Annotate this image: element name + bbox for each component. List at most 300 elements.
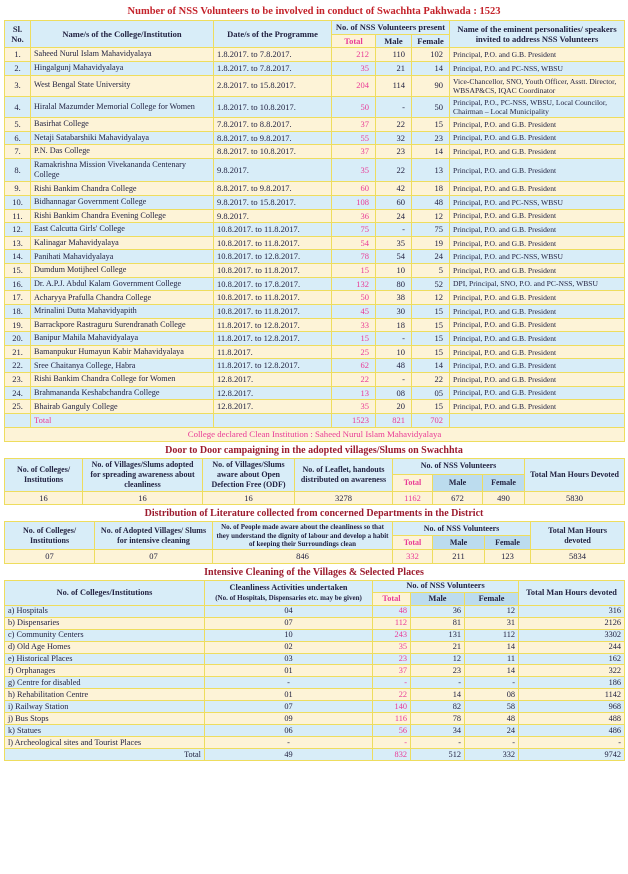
cell-female: 31 [465,617,519,629]
cell-college-name: Bidhannagar Government College [31,195,214,209]
cell-date: 1.8.2017. to 7.8.2017. [214,48,332,62]
table-row [5,96,625,117]
cell-speakers: Principal, P.O. and G.B. President [450,182,625,196]
cell-place: g) Centre for disabled [5,677,205,689]
cell-college-name: Dumdum Motijheel College [31,264,214,278]
cell-total: 243 [373,629,411,641]
cell-total: 45 [332,304,376,318]
cell-male: 14 [411,689,465,701]
cell-female: 12 [412,291,450,305]
col-header-total: Total [373,593,411,605]
cell-sl-no: 11. [5,209,31,223]
cell-date: 10.8.2017. to 11.8.2017. [214,291,332,305]
cell-male: 21 [411,641,465,653]
cell-date: 10.8.2017. to 11.8.2017. [214,236,332,250]
cell-total: 50 [332,96,376,117]
cell-college-name: Bamanpukur Humayun Kabir Mahavidyalaya [31,345,214,359]
cell-total: 55 [332,131,376,145]
cell-total: 60 [332,182,376,196]
table-row [5,605,625,617]
clean-institution-note: College declared Clean Institution : Saheed Nurul Islam Mahavidyalaya [5,427,625,441]
cell-date: 1.8.2017. to 7.8.2017. [214,61,332,75]
cell-date: 10.8.2017. to 11.8.2017. [214,304,332,318]
cell-date: 8.8.2017. to 10.8.2017. [214,145,332,159]
cell-college-name: Rishi Bankim Chandra College for Women [31,373,214,387]
cell-male: 48 [376,359,412,373]
cell-empty [5,413,31,427]
col-header-total: Total [393,475,433,492]
cell-total: 54 [332,236,376,250]
cell-total: 56 [373,725,411,737]
cell-college-name: East Calcutta Girls' College [31,223,214,237]
value-total: 1162 [393,491,433,505]
cell-total: 36 [332,209,376,223]
college-table-footer [5,413,625,441]
total-label: Total [5,749,205,761]
cell-college-name: Panihati Mahavidyalaya [31,250,214,264]
cell-date: 12.8.2017. [214,373,332,387]
cell-date: 8.8.2017. to 9.8.2017. [214,131,332,145]
cell-total: 140 [373,701,411,713]
col-header-leaflets: No. of Leaflet, handouts distributed on awareness [295,458,393,491]
cell-date: 9.8.2017. to 15.8.2017. [214,195,332,209]
cell-place: i) Railway Station [5,701,205,713]
cell-place: l) Archeological sites and Tourist Places [5,737,205,749]
cell-total: 22 [332,373,376,387]
cell-college-name: P.N. Das College [31,145,214,159]
cell-date: 2.8.2017. to 15.8.2017. [214,75,332,96]
col-header-nss-group: No. of NSS Volunteers present [332,21,450,35]
cell-speakers: Principal, P.O. and G.B. President [450,291,625,305]
cell-sl-no: 9. [5,182,31,196]
clean-institution-note-row [5,427,625,441]
table-row [5,182,625,196]
cell-college-name: Sree Chaitanya College, Habra [31,359,214,373]
cell-college-name: West Bengal State University [31,75,214,96]
cell-sl-no: 18. [5,304,31,318]
value-total: 332 [393,550,433,564]
page-title: Number of NSS Volunteers to be involved in conduct of Swachhta Pakhwada : 1523 [127,6,501,17]
table-row [5,48,625,62]
cell-female: 24 [412,250,450,264]
table-row [5,713,625,725]
cell-male: - [376,223,412,237]
cell-sl-no: 22. [5,359,31,373]
cell-total: 62 [332,359,376,373]
door-values-row [5,491,625,505]
cell-date: 9.8.2017. [214,158,332,182]
cell-total: 35 [373,641,411,653]
cell-female: 22 [412,373,450,387]
door-to-door-table [4,458,625,506]
cell-speakers: Principal, P.O. and G.B. President [450,223,625,237]
door-table-body [5,491,625,505]
table-row [5,689,625,701]
cell-date: 10.8.2017. to 12.8.2017. [214,250,332,264]
cell-college-name: Hingalgunj Mahavidyalaya [31,61,214,75]
cell-activities: - [205,677,373,689]
table-row [5,223,625,237]
cell-total: 48 [373,605,411,617]
cell-male: 81 [411,617,465,629]
cell-female: 14 [412,359,450,373]
value-adopted-villages: 07 [95,550,213,564]
col-header-man-hours: Total Man Hours Devoted [525,458,625,491]
table-row [5,318,625,332]
cell-activities: - [205,737,373,749]
cell-date: 11.8.2017. to 12.8.2017. [214,359,332,373]
cell-female: 52 [412,277,450,291]
cell-male: 23 [411,665,465,677]
cell-total: 37 [373,665,411,677]
cell-total: 108 [332,195,376,209]
cell-female: 14 [412,61,450,75]
college-table-header [5,21,625,48]
cell-sl-no: 7. [5,145,31,159]
cell-female: 14 [465,641,519,653]
col-header-speakers: Name of the eminent personalities/ speakers invited to address NSS Volunteers [450,21,625,48]
cell-speakers: Principal, P.O. and PC-NSS, WBSU [450,250,625,264]
cell-speakers: Principal, P.O. and G.B. President [450,332,625,346]
cell-male: - [376,96,412,117]
cell-male: 38 [376,291,412,305]
cell-date: 8.8.2017. to 9.8.2017. [214,182,332,196]
cell-total: 112 [373,617,411,629]
table-row [5,725,625,737]
cell-place: j) Bus Stops [5,713,205,725]
cell-activities: 01 [205,665,373,677]
door-table-header [5,458,625,491]
cell-activities: 03 [205,653,373,665]
cell-male: 34 [411,725,465,737]
cell-male: 80 [376,277,412,291]
value-villages-adopted: 16 [83,491,203,505]
total-male: 821 [376,413,412,427]
cell-female: 112 [465,629,519,641]
cell-total: 15 [332,264,376,278]
cell-man-hours: 322 [519,665,625,677]
activities-header-line1: Cleanliness Activities undertaken [229,583,348,593]
cell-male: - [411,677,465,689]
table-row [5,195,625,209]
table-row [5,304,625,318]
cell-man-hours: 968 [519,701,625,713]
cell-activities: 07 [205,701,373,713]
col-header-odf: No. of Villages/Slums aware about Open Defection Free (ODF) [203,458,295,491]
col-header-man-hours: Total Man Hours devoted [531,522,625,550]
cell-sl-no: 2. [5,61,31,75]
col-header-activities [205,580,373,605]
cell-female: 05 [412,386,450,400]
cell-date: 11.8.2017. to 12.8.2017. [214,318,332,332]
cell-male: 18 [376,318,412,332]
col-header-people-aware: No. of People made aware about the cleanliness so that they understand the dignity of labour and develop a habit of keeping their Surroundings clean [213,522,393,550]
clean-table-body [5,605,625,748]
cell-female: 75 [412,223,450,237]
cell-place: h) Rehabilitation Centre [5,689,205,701]
cell-date: 11.8.2017. to 12.8.2017. [214,332,332,346]
cell-sl-no: 13. [5,236,31,250]
col-header-male: Male [411,593,465,605]
total-female: 702 [412,413,450,427]
cell-female: 50 [412,96,450,117]
cell-female: 14 [465,665,519,677]
college-volunteers-table [4,20,625,442]
cell-college-name: Barrackpore Rastraguru Surendranath College [31,318,214,332]
cell-female: 23 [412,131,450,145]
cell-speakers: Principal, P.O. and G.B. President [450,264,625,278]
total-man-hours: 9742 [519,749,625,761]
cell-man-hours: 488 [519,713,625,725]
cell-male: 21 [376,61,412,75]
cell-female: 12 [412,209,450,223]
cell-man-hours: 186 [519,677,625,689]
cell-male: 22 [376,158,412,182]
cell-sl-no: 17. [5,291,31,305]
cell-sl-no: 23. [5,373,31,387]
col-header-nss-group: No. of NSS Volunteers [393,522,531,536]
cell-female: 12 [465,605,519,617]
cell-total: - [373,677,411,689]
cell-total: 35 [332,61,376,75]
college-total-row [5,413,625,427]
cell-speakers: Principal, P.O. and G.B. President [450,345,625,359]
cell-place: a) Hospitals [5,605,205,617]
cell-activities: 06 [205,725,373,737]
cell-female: 15 [412,318,450,332]
cell-date: 10.8.2017. to 11.8.2017. [214,264,332,278]
cell-college-name: Hiralal Mazumder Memorial College for Women [31,96,214,117]
cell-total: 33 [332,318,376,332]
cell-speakers: Principal, P.O. and G.B. President [450,117,625,131]
cell-date: 11.8.2017. [214,345,332,359]
cell-male: 30 [376,304,412,318]
cell-college-name: Dr. A.P.J. Abdul Kalam Government College [31,277,214,291]
cell-female: 24 [465,725,519,737]
cell-college-name: Mrinalini Dutta Mahavidyapith [31,304,214,318]
cell-female: 58 [465,701,519,713]
cell-female: - [465,737,519,749]
value-colleges: 16 [5,491,83,505]
cell-college-name: Bhairab Ganguly College [31,400,214,414]
cell-speakers: Principal, P.O. and G.B. President [450,236,625,250]
table-row [5,158,625,182]
cell-activities: 09 [205,713,373,725]
col-header-female: Female [483,475,525,492]
col-header-total: Total [393,536,433,550]
cell-male: - [411,737,465,749]
cell-speakers: Principal, P.O. and G.B. President [450,373,625,387]
cell-sl-no: 25. [5,400,31,414]
col-header-colleges: No. of Colleges/ Institutions [5,458,83,491]
table-row [5,131,625,145]
cell-female: 90 [412,75,450,96]
value-male: 211 [433,550,485,564]
col-header-adopted-villages: No. of Adopted Villages/ Slums for intensive cleaning [95,522,213,550]
cell-total: 116 [373,713,411,725]
cell-speakers: Principal, P.O. and PC-NSS, WBSU [450,61,625,75]
table-row [5,386,625,400]
cell-speakers: Principal, P.O. and G.B. President [450,131,625,145]
cell-male: 32 [376,131,412,145]
cell-total: 23 [373,653,411,665]
col-header-nss-group: No. of NSS Volunteers [393,458,525,475]
cell-date: 10.8.2017. to 11.8.2017. [214,223,332,237]
table-row [5,629,625,641]
cell-speakers: Principal, P.O. and G.B. President [450,304,625,318]
cell-sl-no: 5. [5,117,31,131]
cell-speakers: Principal, P.O. and G.B. President [450,158,625,182]
col-header-male: Male [433,475,483,492]
col-header-colleges: No. of Colleges/ Institutions [5,522,95,550]
value-leaflets: 3278 [295,491,393,505]
cell-female: 15 [412,400,450,414]
cell-total: 37 [332,117,376,131]
cell-female: 48 [412,195,450,209]
cell-man-hours: 2126 [519,617,625,629]
cell-sl-no: 20. [5,332,31,346]
cell-speakers: Principal, P.O. and G.B. President [450,400,625,414]
cell-place: k) Statues [5,725,205,737]
col-header-date: Date/s of the Programme [214,21,332,48]
college-table-body [5,48,625,414]
cell-female: 5 [412,264,450,278]
cell-college-name: Ramakrishna Mission Vivekananda Centenary College [31,158,214,182]
cell-male: 54 [376,250,412,264]
cell-empty [214,413,332,427]
col-header-sl-no: Sl. No. [5,21,31,48]
cell-empty [450,413,625,427]
section-title-door-to-door: Door to Door campaigning in the adopted villages/Slums on Swachhta [165,444,463,456]
cell-male: 12 [411,653,465,665]
value-people-aware: 846 [213,550,393,564]
cell-activities: 07 [205,617,373,629]
cell-total: 25 [332,345,376,359]
table-row [5,373,625,387]
table-row [5,264,625,278]
cell-date: 10.8.2017. to 17.8.2017. [214,277,332,291]
cell-activities: 01 [205,689,373,701]
table-row [5,665,625,677]
cell-female: 102 [412,48,450,62]
cell-total: - [373,737,411,749]
table-row [5,345,625,359]
cell-total: 78 [332,250,376,264]
cell-college-name: Basirhat College [31,117,214,131]
cell-female: 15 [412,345,450,359]
cell-college-name: Banipur Mahila Mahavidyalaya [31,332,214,346]
table-row [5,400,625,414]
col-header-total: Total [332,34,376,48]
cell-female: 11 [465,653,519,665]
cell-college-name: Kalinagar Mahavidyalaya [31,236,214,250]
cell-female: - [465,677,519,689]
cell-total: 204 [332,75,376,96]
cell-man-hours: - [519,737,625,749]
cell-activities: 04 [205,605,373,617]
section-title-intensive-cleaning: Intensive Cleaning of the Villages & Selected Places [204,566,424,578]
literature-table-header [5,522,625,550]
cell-college-name: Rishi Bankim Chandra Evening College [31,209,214,223]
table-row [5,641,625,653]
cell-female: 13 [412,158,450,182]
intensive-cleaning-table [4,580,625,761]
col-header-man-hours: Total Man Hours devoted [519,580,625,605]
cell-sl-no: 16. [5,277,31,291]
total-volunteers: 1523 [332,413,376,427]
col-header-female: Female [485,536,531,550]
cell-college-name: Acharyya Prafulla Chandra College [31,291,214,305]
total-male: 512 [411,749,465,761]
total-female: 332 [465,749,519,761]
cell-sl-no: 8. [5,158,31,182]
table-row [5,250,625,264]
cell-male: 20 [376,400,412,414]
cell-female: 15 [412,304,450,318]
cell-speakers: Principal, P.O. and G.B. President [450,48,625,62]
col-header-institutions: No. of Colleges/Institutions [5,580,205,605]
literature-values-row [5,550,625,564]
total-label: Total [31,413,214,427]
col-header-male: Male [433,536,485,550]
clean-table-header [5,580,625,605]
literature-table [4,521,625,564]
table-row [5,291,625,305]
cell-total: 35 [332,400,376,414]
cell-male: 22 [376,117,412,131]
table-row [5,75,625,96]
cell-sl-no: 19. [5,318,31,332]
col-header-female: Female [465,593,519,605]
cell-college-name: Rishi Bankim Chandra College [31,182,214,196]
cell-activities: 10 [205,629,373,641]
cell-speakers: Principal, P.O. and G.B. President [450,359,625,373]
table-row [5,653,625,665]
table-row [5,737,625,749]
col-header-female: Female [412,34,450,48]
cell-place: b) Dispensaries [5,617,205,629]
value-colleges: 07 [5,550,95,564]
cell-man-hours: 1142 [519,689,625,701]
value-man-hours: 5834 [531,550,625,564]
cell-total: 35 [332,158,376,182]
cell-college-name: Saheed Nurul Islam Mahavidyalaya [31,48,214,62]
cell-male: 42 [376,182,412,196]
value-odf: 16 [203,491,295,505]
clean-table-footer [5,749,625,761]
cell-male: 08 [376,386,412,400]
cell-date: 9.8.2017. [214,209,332,223]
cell-speakers: Principal, P.O. and G.B. President [450,318,625,332]
cell-total: 37 [332,145,376,159]
cell-female: 08 [465,689,519,701]
cell-male: - [376,373,412,387]
cell-date: 12.8.2017. [214,386,332,400]
literature-table-body [5,550,625,564]
cell-activities: 02 [205,641,373,653]
cell-sl-no: 4. [5,96,31,117]
cell-sl-no: 14. [5,250,31,264]
clean-total-row [5,749,625,761]
cell-college-name: Brahmananda Keshabchandra College [31,386,214,400]
table-row [5,332,625,346]
cell-sl-no: 12. [5,223,31,237]
value-man-hours: 5830 [525,491,625,505]
col-header-villages-adopted: No. of Villages/Slums adopted for spreading awareness about cleanliness [83,458,203,491]
cell-place: f) Orphanages [5,665,205,677]
cell-man-hours: 3302 [519,629,625,641]
total-activities: 49 [205,749,373,761]
